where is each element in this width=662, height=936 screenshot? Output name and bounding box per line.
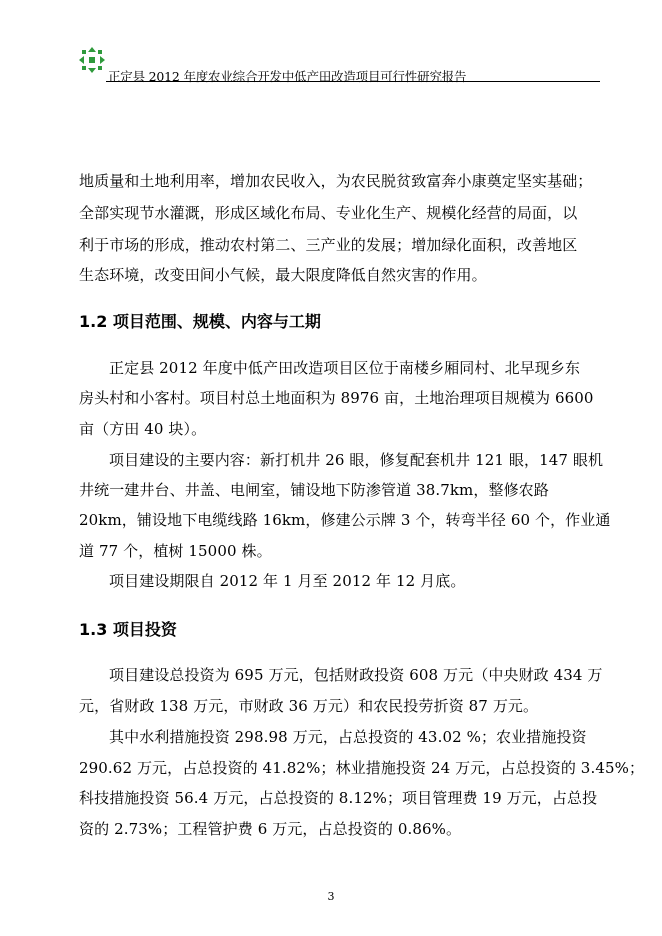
paragraph-line: 生态环境，改变田间小气候，最大限度降低自然灾害的作用。 bbox=[79, 266, 487, 284]
header-title: 正定县 2012 年度农业综合开发中低产田改造项目可行性研究报告 bbox=[108, 69, 467, 84]
paragraph-line: 房头村和小客村。项目村总土地面积为 8976 亩，土地治理项目规模为 6600 bbox=[79, 389, 594, 407]
header-divider bbox=[106, 81, 600, 82]
paragraph-line: 地质量和土地利用率，增加农民收入，为农民脱贫致富奔小康奠定坚实基础； bbox=[79, 172, 593, 190]
paragraph-line: 其中水利措施投资 298.98 万元，占总投资的 43.02 %；农业措施投资 bbox=[109, 728, 587, 746]
paragraph-line: 科技措施投资 56.4 万元，占总投资的 8.12%；项目管理费 19 万元，占总投 bbox=[79, 789, 598, 807]
paragraph-line: 项目建设的主要内容：新打机井 26 眼，修复配套机井 121 眼，147 眼机 bbox=[109, 451, 604, 469]
paragraph-line: 井统一建井台、井盖、电闸室，铺设地下防渗管道 38.7km，整修农路 bbox=[79, 481, 549, 499]
paragraph-line: 20km，铺设地下电缆线路 16km，修建公示牌 3 个，转弯半径 60 个，作业通 bbox=[79, 511, 611, 529]
paragraph-line: 道 77 个，植树 15000 株。 bbox=[79, 542, 272, 560]
paragraph-line: 元，省财政 138 万元，市财政 36 万元）和农民投劳折资 87 万元。 bbox=[79, 697, 539, 715]
paragraph-line: 正定县 2012 年度中低产田改造项目区位于南楼乡厢同村、北早现乡东 bbox=[109, 359, 581, 377]
paragraph-line: 290.62 万元，占总投资的 41.82%；林业措施投资 24 万元，占总投资的 3.45%； bbox=[79, 759, 645, 777]
paragraph-line: 全部实现节水灌溉，形成区域化布局、专业化生产、规模化经营的局面，以 bbox=[79, 204, 578, 222]
section-heading-1-2: 1.2 项目范围、规模、内容与工期 bbox=[79, 312, 321, 331]
page-number: 3 bbox=[327, 890, 335, 903]
paragraph-line: 项目建设总投资为 695 万元，包括财政投资 608 万元（中央财政 434 万 bbox=[109, 666, 603, 684]
paragraph-line: 利于市场的形成，推动农村第二、三产业的发展；增加绿化面积，改善地区 bbox=[79, 236, 578, 254]
paragraph-line: 项目建设期限自 2012 年 1 月至 2012 年 12 月底。 bbox=[109, 572, 466, 590]
paragraph-line: 资的 2.73%；工程管护费 6 万元，占总投资的 0.86%。 bbox=[79, 820, 462, 838]
logo-icon bbox=[78, 46, 106, 74]
page-header bbox=[78, 46, 600, 84]
section-heading-1-3: 1.3 项目投资 bbox=[79, 620, 177, 639]
paragraph-line: 亩（方田 40 块）。 bbox=[79, 420, 207, 438]
